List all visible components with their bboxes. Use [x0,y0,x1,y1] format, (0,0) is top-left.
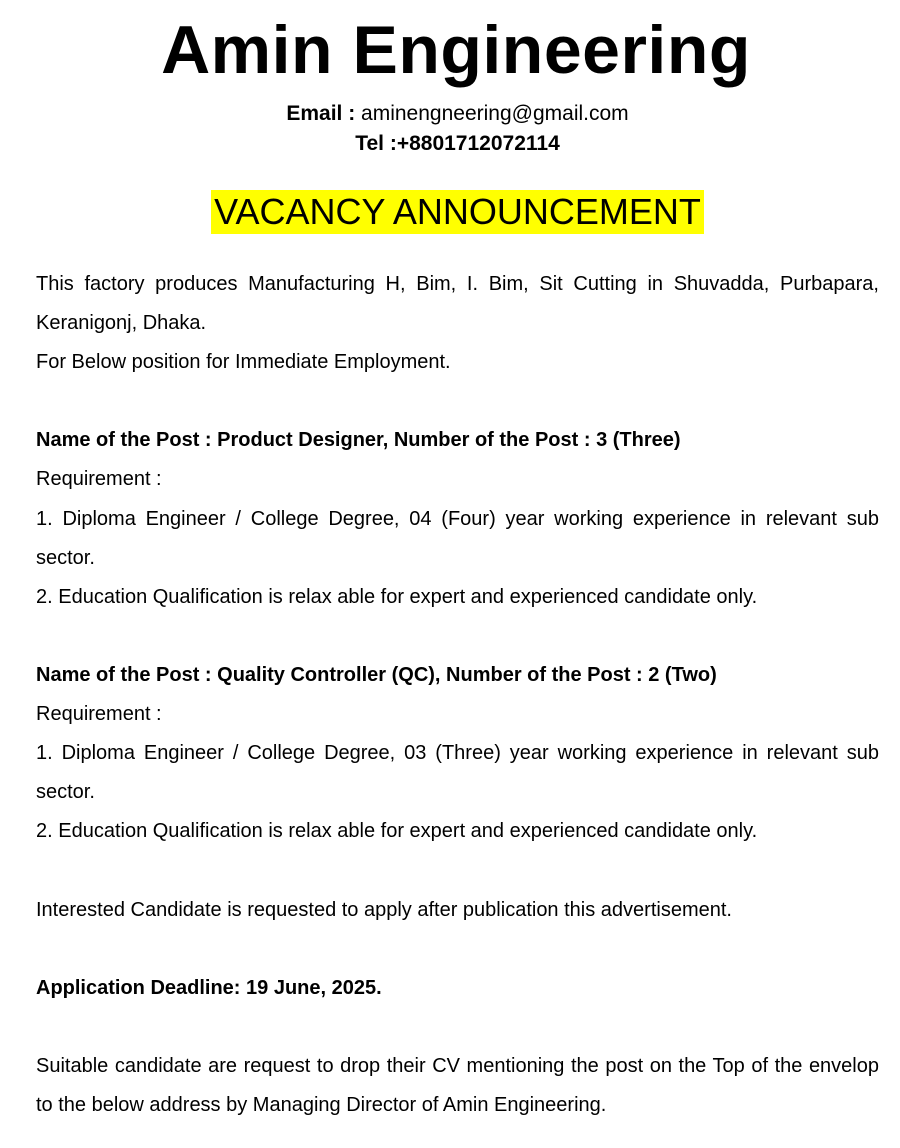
spacer [36,930,879,969]
intro-paragraph: This factory produces Manufacturing H, Bim, I. Bim, Sit Cutting in Shuvadda, Purbapara, Keranigonj, Dhaka. [36,273,879,335]
requirement-item: 2. Education Qualification is relax able for expert and experienced candidate only. [36,820,758,843]
email-line [0,100,900,128]
post-heading: Name of the Post : Product Designer, Number of the Post : 3 (Three) [36,429,681,452]
banner [0,190,900,234]
application-deadline: Application Deadline: 19 June, 2025. [36,976,382,999]
requirement-item: 1. Diploma Engineer / College Degree, 03 (Three) year working experience in relevant sub sector. [36,742,879,804]
spacer [36,617,879,656]
document-body [36,265,879,1125]
submission-instructions: Suitable candidate are request to drop their CV mentioning the post on the Top of the envelop to the below address by Managing Director of Amin Engineering. [36,1054,879,1116]
requirement-label: Requirement : [36,703,162,726]
company-name: Amin Engineering [161,12,751,88]
spacer [36,1008,879,1047]
apply-note: Interested Candidate is requested to apply after publication this advertisement. [36,898,732,921]
email-value: aminengneering@gmail.com [355,102,629,125]
requirement-item: 2. Education Qualification is relax able for expert and experienced candidate only. [36,585,758,608]
spacer [36,382,879,421]
phone-line: Tel :+8801712072114 [355,132,560,155]
spacer [36,851,879,890]
vacancy-title: VACANCY ANNOUNCEMENT [211,190,704,234]
intro-employment-line: For Below position for Immediate Employment. [36,351,451,374]
requirement-label: Requirement : [36,468,162,491]
requirement-item: 1. Diploma Engineer / College Degree, 04 (Four) year working experience in relevant sub sector. [36,507,879,569]
post-heading: Name of the Post : Quality Controller (QC), Number of the Post : 2 (Two) [36,663,717,686]
email-label: Email : [286,102,356,125]
